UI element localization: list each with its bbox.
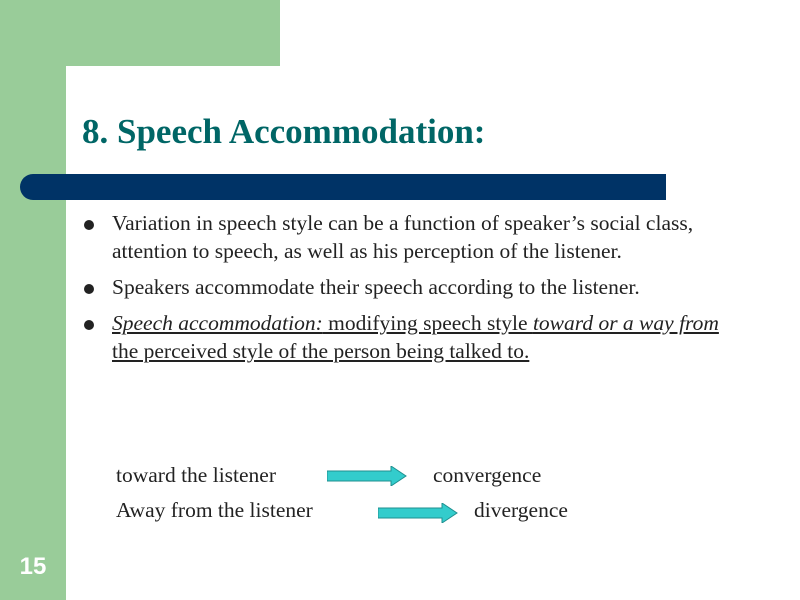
definition-text (112, 311, 719, 363)
definition-italic: toward or a way from (532, 311, 719, 335)
bullet-icon (84, 220, 94, 230)
green-frame-left (0, 0, 66, 600)
mapping-result: convergence (433, 463, 542, 487)
bullet-text: Speakers accommodate their speech according to the listener. (112, 275, 640, 299)
slide-number: 15 (19, 553, 47, 580)
right-arrow-icon (378, 503, 458, 523)
bullet-text: Variation in speech style can be a function of speaker’s social class, attention to speech, as well as his perception of the listener. (112, 211, 694, 263)
green-frame-top (0, 0, 280, 66)
bullet-icon (84, 284, 94, 294)
definition-part-2: the perceived style of the person being talked to. (112, 339, 530, 363)
bullet-item-definition (82, 309, 722, 365)
bullet-item (82, 209, 722, 265)
bullet-icon (84, 320, 94, 330)
definition-term: Speech accommodation: (112, 311, 323, 335)
title-underline-bar (20, 174, 666, 200)
slide-title: 8. Speech Accommodation: (82, 112, 486, 151)
mapping-result: divergence (474, 498, 568, 522)
mapping-label: toward the listener (116, 463, 277, 487)
bullet-item (82, 273, 722, 301)
mapping-label: Away from the listener (116, 498, 313, 522)
right-arrow-icon (327, 466, 407, 486)
bullet-list (82, 209, 722, 373)
definition-part-1: modifying speech style (322, 311, 533, 335)
